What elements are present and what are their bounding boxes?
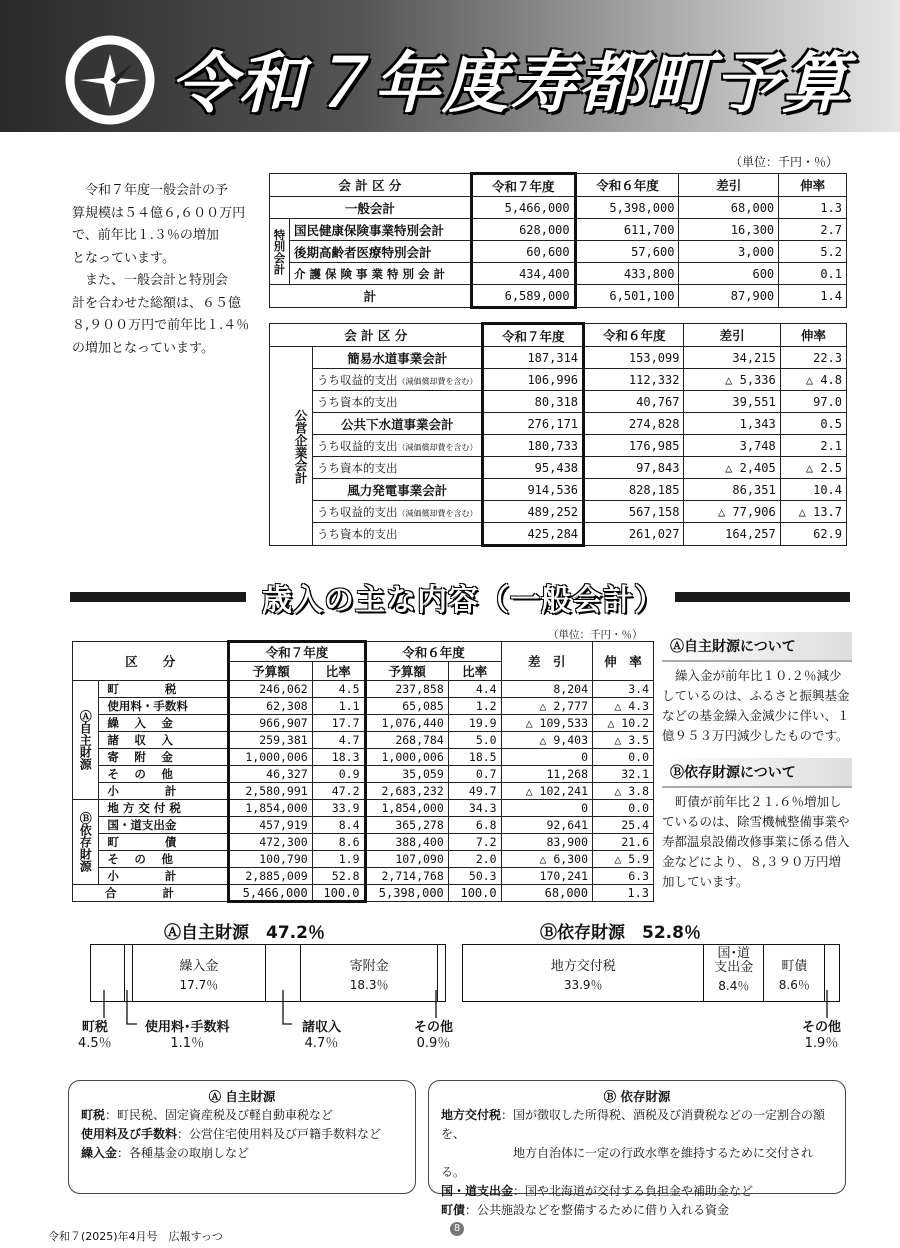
header-r6: 令和６年度	[575, 174, 679, 197]
table-row: 小 計 2,580,991 47.2 2,683,232 49.7 △ 102,241 △ 3.8	[73, 783, 654, 800]
section-divider	[675, 592, 850, 602]
own-revenue-notes: Ⓐ 自主財源 町税：町民税、固定資産税及び軽自動車税など 使用料及び手数料：公営住宅使用料及び戸籍手数料など 繰入金：各種基金の取崩しなど	[68, 1080, 416, 1194]
table-row: 寄 附 金 1,000,006 18.3 1,000,006 18.5 0 0.0	[73, 749, 654, 766]
own-revenue-text: 繰入金が前年比１０.２％減少しているのは、ふるさと振興基金などの基金繰入金減少に伴い、１億９５３万円減少したものです。	[662, 668, 850, 743]
table-row: 特別会計 国民健康保険事業特別会計 628,000 611,700 16,300 2.7	[270, 219, 847, 241]
segment-label: 繰入金	[179, 959, 219, 974]
public-enterprise-label: 公営企業会計	[288, 347, 312, 546]
segment-label: 寄附金	[349, 959, 389, 974]
segment-value: 17.7％	[179, 978, 219, 992]
intro-line: 計を合わせた総額は、６５億	[72, 295, 242, 311]
header-ratio: 比率	[448, 662, 501, 681]
own-group-label: Ⓐ自主財源	[73, 681, 99, 800]
table-row: 小 計 2,885,009 52.8 2,714,768 50.3 170,241 6.3	[73, 868, 654, 885]
table-row: 公共下水道事業会計 276,171 274,828 1,343 0.5	[270, 413, 847, 435]
revenue-section-title: 歳入の主な内容（一般会計）	[262, 583, 665, 618]
table-row: 介 護 保 険 事 業 特 別 会 計 434,400 433,800 600 0.1	[270, 263, 847, 285]
header-amount: 予算額	[365, 662, 448, 681]
table-row: うち資本的支出 425,284 261,027 164,257 62.9	[270, 523, 847, 546]
table-row: うち収益的支出（減価償却費を含む） 106,996 112,332 △ 5,336 △ 4.8	[270, 369, 847, 391]
table-row: 合 計 5,466,000 100.0 5,398,000 100.0 68,000 1.3	[73, 885, 654, 902]
table-row: 一般会計 5,466,000 5,398,000 68,000 1.3	[270, 197, 847, 219]
header-diff: 差 引	[501, 642, 592, 681]
page-number: 8	[450, 1222, 464, 1236]
segment-value: 18.3％	[349, 978, 389, 992]
public-enterprise-table	[269, 322, 847, 547]
note-line: 町税：町民税、固定資産税及び軽自動車税など	[81, 1108, 334, 1122]
note-line: 地方自治体に一定の行政水準を維持するために交付される。	[441, 1146, 814, 1179]
table-row: 諸 収 入 259,381 4.7 268,784 5.0 △ 9,403 △ 3.5	[73, 732, 654, 749]
label-sonota-b: その他 1.9％	[802, 1020, 842, 1051]
table-row: うち収益的支出（減価償却費を含む） 489,252 567,158 △ 77,906 △ 13.7	[270, 501, 847, 523]
table-row: Ⓐ自主財源 町 税 246,062 4.5 237,858 4.4 8,204 3.4	[73, 681, 654, 698]
label-shiyo: 使用料･手数料 1.1％	[145, 1020, 230, 1051]
segment-label: 地方交付税	[550, 959, 616, 974]
intro-line: で、前年比１.３％の増加	[72, 228, 219, 243]
segment-value: 8.6％	[778, 978, 810, 992]
chart-title-own: Ⓐ自主財源 47.2％	[164, 923, 325, 943]
intro-text	[72, 180, 262, 360]
label-sonota-a: その他 0.9％	[414, 1020, 454, 1051]
header-rate: 伸率	[780, 324, 846, 347]
footer-issue: 令和７(2025)年4月号 広報すっつ	[48, 1230, 223, 1243]
table-row: 繰 入 金 966,907 17.7 1,076,440 19.9 △ 109,533 △ 10.2	[73, 715, 654, 732]
segment-value: 33.9％	[563, 978, 603, 992]
header-r6: 令和６年度	[584, 324, 684, 347]
header-diff: 差引	[684, 324, 780, 347]
table-row: 計 6,589,000 6,501,100 87,900 1.4	[270, 285, 847, 308]
segment-label: 町債	[781, 959, 808, 974]
table-row: 使用料・手数料 62,308 1.1 65,085 1.2 △ 2,777 △ 4.3	[73, 698, 654, 715]
intro-line: となっています。	[72, 250, 175, 266]
unit-label: （単位：千円・％）	[548, 629, 643, 641]
header-amount: 予算額	[229, 662, 312, 681]
header-r7: 令和７年度	[471, 174, 575, 197]
header-kubun: 会 計 区 分	[270, 324, 483, 347]
intro-line: の増加となっています。	[72, 340, 214, 356]
accounts-table	[269, 172, 847, 309]
own-revenue-heading: Ⓐ自主財源について	[662, 632, 852, 662]
header-kubun: 区 分	[73, 642, 229, 681]
revenue-table	[72, 640, 654, 903]
label-shoshu: 諸収入 4.7％	[302, 1020, 342, 1051]
table-row: 風力発電事業会計 914,536 828,185 86,351 10.4	[270, 479, 847, 501]
dependent-revenue-text: 町債が前年比２１.６％増加しているのは、除雪機械整備事業や寿都温泉設備改修事業に係る借入金などにより、８,３９０万円増加しています。	[662, 794, 850, 889]
special-account-label: 特別会計	[270, 219, 290, 285]
town-emblem-logo	[64, 34, 156, 126]
table-row: 後期高齢者医療特別会計 60,600 57,600 3,000 5.2	[270, 241, 847, 263]
unit-label: （単位：千円・％）	[730, 155, 839, 169]
intro-line: 令和７年度一般会計の予	[85, 183, 229, 198]
header-ratio: 比率	[312, 662, 365, 681]
segment-label: 国･道 支出金	[714, 946, 754, 975]
table-row: 国・道支出金 457,919 8.4 365,278 6.8 92,641 25.4	[73, 817, 654, 834]
header-rate: 伸 率	[593, 642, 654, 681]
page-title: 令和７年度寿都町予算	[170, 45, 850, 122]
table-row: うち収益的支出（減価償却費を含む） 180,733 176,985 3,748 2.1	[270, 435, 847, 457]
table-row: うち資本的支出 80,318 40,767 39,551 97.0	[270, 391, 847, 413]
note-line: 町債：公共施設などを整備するために借り入れる資金	[441, 1203, 730, 1217]
table-row: 公営企業会計 簡易水道事業会計 187,314 153,099 34,215 22.3	[270, 347, 847, 369]
note-line: 国・道支出金：国や北海道が交付する負担金や補助金など	[441, 1184, 754, 1198]
header-rate: 伸率	[779, 174, 847, 197]
intro-line: また、一般会計と特別会	[85, 273, 229, 288]
header-diff: 差引	[679, 174, 779, 197]
header-kubun: 会 計 区 分	[270, 174, 472, 197]
note-line: 地方交付税：国が徴収した所得税、酒税及び消費税などの一定割合の額を、	[441, 1108, 826, 1141]
label-chozei: 町税 4.5％	[78, 1020, 112, 1051]
table-row: うち資本的支出 95,438 97,843 △ 2,405 △ 2.5	[270, 457, 847, 479]
note-line: 繰入金：各種基金の取崩しなど	[81, 1146, 250, 1160]
table-row: 町 債 472,300 8.6 388,400 7.2 83,900 21.6	[73, 834, 654, 851]
side-explanation	[662, 632, 852, 892]
dependent-revenue-heading: Ⓑ依存財源について	[662, 758, 852, 788]
segment-value: 8.4％	[718, 979, 750, 993]
table-row: そ の 他 100,790 1.9 107,090 2.0 △ 6,300 △ 5.9	[73, 851, 654, 868]
note-line: 使用料及び手数料：公営住宅使用料及び戸籍手数料など	[81, 1127, 382, 1141]
chart-title-dependent: Ⓑ依存財源 52.8％	[540, 923, 701, 943]
header-r7: 令和７年度	[229, 642, 365, 662]
intro-line: 算規模は５４億６,６００万円	[72, 205, 246, 221]
dependent-revenue-notes: Ⓑ 依存財源 地方交付税：国が徴収した所得税、酒税及び消費税などの一定割合の額を、 地方自治体に一定の行政水準を維持するために交付される。 国・道支出金：国や北海道が交付する負担金や補助金など 町債：公共施設などを整備するために借り入れる資金	[428, 1080, 846, 1194]
dependent-group-label: Ⓑ依存財源	[73, 800, 99, 885]
header-r7: 令和７年度	[483, 324, 584, 347]
intro-line: ８,９００万円で前年比１.４％	[72, 318, 250, 333]
table-row: そ の 他 46,327 0.9 35,059 0.7 11,268 32.1	[73, 766, 654, 783]
header-r6: 令和６年度	[365, 642, 501, 662]
table-row: Ⓑ依存財源 地 方 交 付 税 1,854,000 33.9 1,854,000 34.3 0 0.0	[73, 800, 654, 817]
section-divider	[70, 592, 246, 602]
